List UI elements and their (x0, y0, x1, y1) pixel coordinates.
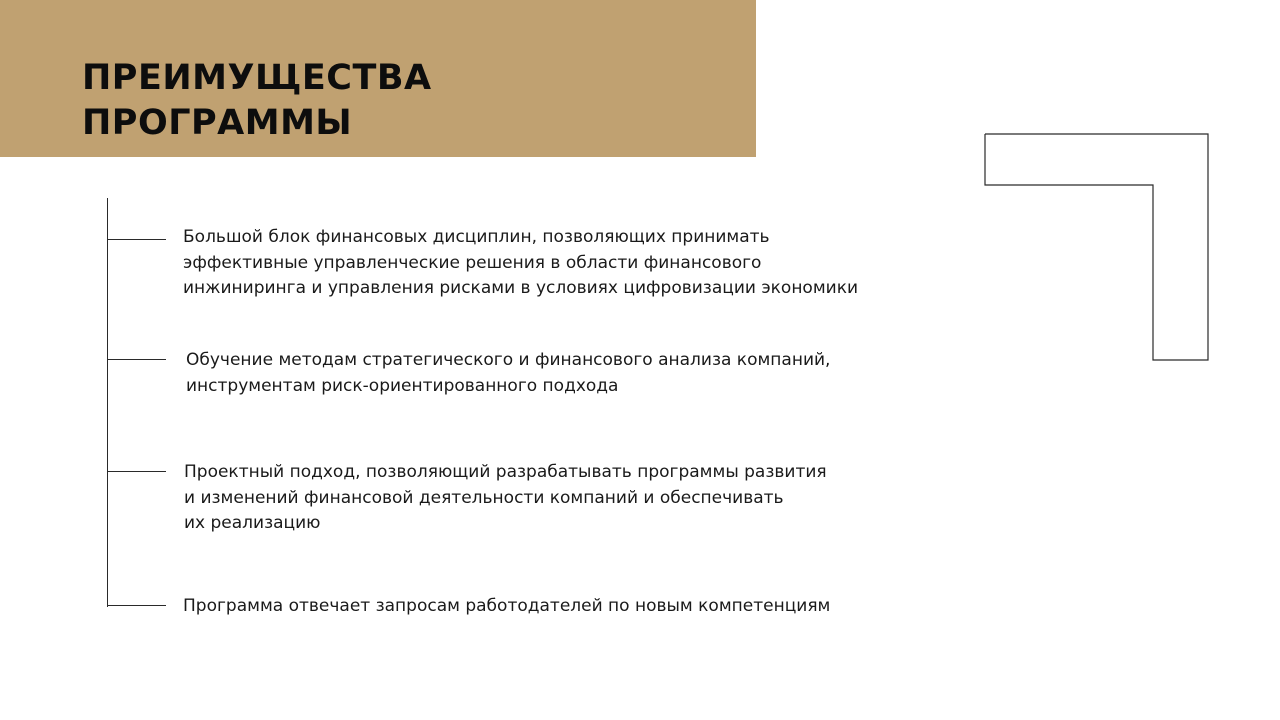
benefit-item: Обучение методам стратегического и финансового анализа компаний, инструментам риск-ориентированного подхода (186, 350, 831, 396)
timeline-line (107, 198, 108, 607)
timeline-tick (107, 471, 166, 472)
benefit-item: Проектный подход, позволяющий разрабатывать программы развития и изменений финансовой деятельности компаний и обеспечивать их реализацию (184, 462, 827, 533)
timeline-tick (107, 359, 166, 360)
timeline-tick (107, 605, 166, 606)
benefit-item: Программа отвечает запросам работодателей по новым компетенциям (183, 596, 831, 616)
benefit-item: Большой блок финансовых дисциплин, позволяющих принимать эффективные управленческие решения в области финансового инжиниринга и управления рисками в условиях цифровизации экономики (183, 227, 859, 298)
corner-frame-decoration (984, 133, 1210, 362)
timeline-tick (107, 239, 166, 240)
slide-title: ПРЕИМУЩЕСТВА ПРОГРАММЫ (82, 58, 432, 143)
